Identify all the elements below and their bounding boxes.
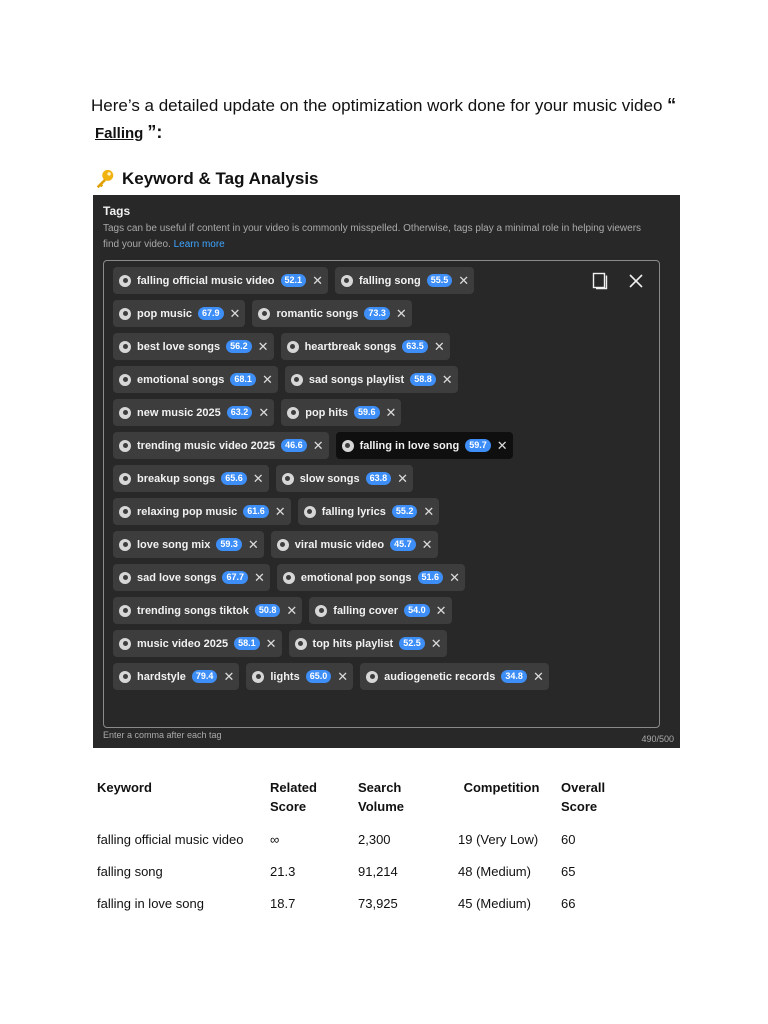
copy-icon[interactable]	[592, 272, 608, 290]
tag-search-icon	[291, 374, 303, 386]
remove-tag-icon[interactable]: ✕	[433, 338, 445, 354]
tag-search-icon	[119, 572, 131, 584]
tag-score-badge: 54.0	[404, 604, 430, 617]
tag-label: relaxing pop music	[137, 505, 238, 518]
tag-score-badge: 55.5	[427, 274, 453, 287]
tag-chip-list	[113, 267, 549, 696]
tag-label: trending songs tiktok	[137, 604, 249, 617]
cell-competition: 19 (Very Low)	[458, 832, 539, 847]
tag-chip[interactable]	[285, 366, 458, 393]
tag-score-badge: 63.5	[402, 340, 428, 353]
tag-score-badge: 65.6	[221, 472, 247, 485]
tag-label: romantic songs	[276, 307, 359, 320]
tag-chip[interactable]	[113, 663, 239, 690]
tag-label: sad love songs	[137, 571, 217, 584]
tag-score-badge: 34.8	[501, 670, 527, 683]
tag-label: top hits playlist	[312, 637, 394, 650]
tag-score-badge: 56.2	[226, 340, 252, 353]
tag-row	[113, 564, 549, 591]
tags-title: Tags	[103, 204, 131, 218]
tag-chip[interactable]	[113, 531, 264, 558]
tag-chip[interactable]	[113, 630, 282, 657]
tag-search-icon	[119, 638, 131, 650]
tag-search-icon	[119, 275, 131, 287]
tag-score-badge: 58.8	[410, 373, 436, 386]
tag-label: emotional pop songs	[300, 571, 412, 584]
tag-row	[113, 399, 549, 426]
tag-label: audiogenetic records	[384, 670, 496, 683]
header-related-score: Related Score	[270, 780, 317, 814]
tag-row	[113, 432, 549, 459]
open-quote: “	[667, 95, 677, 115]
intro-paragraph	[91, 92, 691, 147]
cell-overall-score: 66	[561, 896, 576, 911]
tag-chip[interactable]	[113, 432, 329, 459]
cell-competition: 48 (Medium)	[458, 864, 531, 879]
tag-chip[interactable]	[113, 465, 269, 492]
remove-tag-icon[interactable]: ✕	[441, 371, 453, 387]
remove-tag-icon[interactable]: ✕	[496, 437, 508, 453]
tag-row	[113, 597, 549, 624]
tag-label: falling in love song	[359, 439, 460, 452]
tag-search-icon	[252, 671, 264, 683]
remove-tag-icon[interactable]: ✕	[247, 536, 259, 552]
remove-tag-icon[interactable]: ✕	[223, 668, 235, 684]
cell-search-volume: 91,214	[358, 864, 398, 879]
remove-tag-icon[interactable]: ✕	[532, 668, 544, 684]
tag-chip[interactable]	[113, 399, 274, 426]
tag-chip[interactable]	[113, 267, 328, 294]
cell-overall-score: 60	[561, 832, 576, 847]
tag-chip[interactable]	[298, 498, 440, 525]
header-overall-score: Overall Score	[561, 780, 606, 814]
tag-label: falling song	[358, 274, 421, 287]
tag-row	[113, 267, 549, 294]
tag-chip[interactable]	[281, 399, 401, 426]
tag-label: heartbreak songs	[304, 340, 397, 353]
tag-chip[interactable]	[335, 267, 474, 294]
close-quote: ”:	[147, 122, 163, 142]
tag-row	[113, 300, 549, 327]
tag-search-icon	[342, 440, 354, 452]
remove-tag-icon[interactable]: ✕	[397, 470, 409, 486]
tags-input-box[interactable]	[103, 260, 660, 728]
tag-score-badge: 63.8	[366, 472, 392, 485]
tag-search-icon	[119, 671, 131, 683]
tag-score-badge: 58.1	[234, 637, 260, 650]
remove-tag-icon[interactable]: ✕	[252, 470, 264, 486]
tag-score-badge: 65.0	[306, 670, 332, 683]
clear-all-icon[interactable]	[626, 271, 646, 291]
tag-score-badge: 51.6	[418, 571, 444, 584]
remove-tag-icon[interactable]: ✕	[312, 437, 324, 453]
tag-label: breakup songs	[137, 472, 216, 485]
tag-search-icon	[119, 407, 131, 419]
tag-search-icon	[366, 671, 378, 683]
intro-text: Here’s a detailed update on the optimization work done for your music video	[91, 96, 663, 115]
cell-search-volume: 73,925	[358, 896, 398, 911]
remove-tag-icon[interactable]: ✕	[458, 272, 470, 288]
remove-tag-icon[interactable]: ✕	[449, 569, 460, 585]
remove-tag-icon[interactable]: ✕	[337, 668, 349, 684]
tag-search-icon	[258, 308, 270, 320]
tag-label: pop music	[137, 307, 193, 320]
tag-chip[interactable]	[281, 333, 450, 360]
tag-score-badge: 79.4	[192, 670, 218, 683]
remove-tag-icon[interactable]: ✕	[435, 602, 447, 618]
tag-label: emotional songs	[137, 373, 225, 386]
tag-label: pop hits	[305, 406, 348, 419]
header-search-volume: Search Volume	[358, 780, 404, 814]
tag-search-icon	[277, 539, 289, 551]
tag-chip[interactable]	[289, 630, 447, 657]
keyword-table	[89, 772, 639, 920]
tag-label: viral music video	[294, 538, 385, 551]
remove-tag-icon[interactable]: ✕	[229, 305, 241, 321]
tag-score-badge: 68.1	[230, 373, 256, 386]
tag-search-icon	[119, 605, 131, 617]
tag-row	[113, 465, 549, 492]
remove-tag-icon[interactable]: ✕	[257, 338, 269, 354]
tag-chip[interactable]	[252, 300, 411, 327]
tag-label: trending music video 2025	[137, 439, 276, 452]
tag-search-icon	[119, 308, 131, 320]
tag-chip[interactable]	[360, 663, 549, 690]
tag-search-icon	[119, 341, 131, 353]
tag-score-badge: 59.7	[465, 439, 491, 452]
cell-search-volume: 2,300	[358, 832, 391, 847]
tag-chip[interactable]	[277, 564, 465, 591]
tag-chip[interactable]	[113, 300, 245, 327]
cell-keyword: falling song	[97, 864, 163, 879]
tag-score-badge: 59.3	[216, 538, 242, 551]
remove-tag-icon[interactable]: ✕	[385, 404, 397, 420]
remove-tag-icon[interactable]: ✕	[423, 503, 435, 519]
tag-score-badge: 67.7	[222, 571, 248, 584]
table-row	[89, 824, 639, 856]
tag-search-icon	[119, 374, 131, 386]
tag-score-badge: 63.2	[227, 406, 253, 419]
tags-panel	[93, 195, 680, 748]
cell-competition: 45 (Medium)	[458, 896, 531, 911]
remove-tag-icon[interactable]: ✕	[258, 404, 270, 420]
tag-search-icon	[287, 341, 299, 353]
remove-tag-icon[interactable]: ✕	[265, 635, 277, 651]
tag-chip[interactable]	[336, 432, 513, 459]
tag-search-icon	[304, 506, 316, 518]
tag-chip[interactable]	[309, 597, 451, 624]
cell-overall-score: 65	[561, 864, 576, 879]
keyword-table-header	[89, 772, 639, 824]
tag-label: new music 2025	[137, 406, 221, 419]
tag-score-badge: 59.6	[354, 406, 380, 419]
tag-chip[interactable]	[271, 531, 438, 558]
tag-search-icon	[119, 473, 131, 485]
tag-search-icon	[287, 407, 299, 419]
tag-label: love song mix	[137, 538, 211, 551]
tag-score-badge: 67.9	[198, 307, 224, 320]
tag-label: slow songs	[299, 472, 360, 485]
remove-tag-icon[interactable]: ✕	[286, 602, 298, 618]
tag-chip[interactable]	[246, 663, 353, 690]
tag-chip[interactable]	[113, 333, 274, 360]
tag-label: hardstyle	[137, 670, 186, 683]
tag-search-icon	[119, 539, 131, 551]
cell-keyword: falling official music video	[97, 832, 244, 847]
tag-chip[interactable]	[276, 465, 413, 492]
header-keyword: Keyword	[97, 780, 152, 795]
tag-score-badge: 52.5	[399, 637, 425, 650]
cell-keyword: falling in love song	[97, 896, 204, 911]
tag-score-badge: 50.8	[255, 604, 281, 617]
tag-row	[113, 366, 549, 393]
tag-label: best love songs	[137, 340, 221, 353]
tag-label: falling official music video	[137, 274, 275, 287]
table-row	[89, 856, 639, 888]
tag-row	[113, 630, 549, 657]
tag-label: falling cover	[333, 604, 399, 617]
tag-row	[113, 531, 549, 558]
video-title: Falling	[95, 125, 144, 142]
tags-character-count: 490/500	[641, 734, 674, 744]
remove-tag-icon[interactable]: ✕	[430, 635, 442, 651]
header-competition: Competition	[463, 780, 540, 795]
tag-search-icon	[282, 473, 294, 485]
learn-more-link[interactable]: Learn more	[173, 239, 225, 250]
cell-related-score: 18.7	[270, 896, 296, 911]
tag-search-icon	[119, 440, 131, 452]
tag-chip[interactable]	[113, 564, 270, 591]
tag-score-badge: 46.6	[281, 439, 307, 452]
remove-tag-icon[interactable]: ✕	[254, 569, 265, 585]
tag-search-icon	[295, 638, 307, 650]
tag-search-icon	[119, 506, 131, 518]
tag-chip[interactable]	[113, 498, 291, 525]
tag-search-icon	[283, 572, 295, 584]
tag-row	[113, 663, 549, 690]
tag-score-badge: 52.1	[281, 274, 307, 287]
tags-description-text: Tags can be useful if content in your video is commonly misspelled. Otherwise, tags play a minimal role in helping viewers find your video.	[103, 223, 642, 250]
tag-label: sad songs playlist	[308, 373, 405, 386]
tag-search-icon	[341, 275, 353, 287]
tag-label: music video 2025	[137, 637, 229, 650]
remove-tag-icon[interactable]: ✕	[261, 371, 273, 387]
tags-description	[103, 221, 643, 253]
tag-row	[113, 498, 549, 525]
tag-search-icon	[315, 605, 327, 617]
cell-related-score: ∞	[270, 832, 280, 847]
cell-related-score: 21.3	[270, 864, 296, 879]
section-heading	[94, 168, 319, 190]
table-row	[89, 888, 639, 920]
tag-chip[interactable]	[113, 597, 302, 624]
section-heading-text: Keyword & Tag Analysis	[122, 169, 319, 188]
tag-chip[interactable]	[113, 366, 278, 393]
key-icon	[94, 168, 116, 190]
remove-tag-icon[interactable]: ✕	[421, 536, 433, 552]
tag-score-badge: 55.2	[392, 505, 418, 518]
tag-row	[113, 333, 549, 360]
tag-label: lights	[270, 670, 300, 683]
remove-tag-icon[interactable]: ✕	[395, 305, 407, 321]
tags-hint: Enter a comma after each tag	[103, 730, 222, 740]
remove-tag-icon[interactable]: ✕	[312, 272, 323, 288]
remove-tag-icon[interactable]: ✕	[274, 503, 286, 519]
tag-score-badge: 45.7	[390, 538, 416, 551]
tag-score-badge: 61.6	[243, 505, 269, 518]
tag-label: falling lyrics	[321, 505, 386, 518]
tag-score-badge: 73.3	[364, 307, 390, 320]
